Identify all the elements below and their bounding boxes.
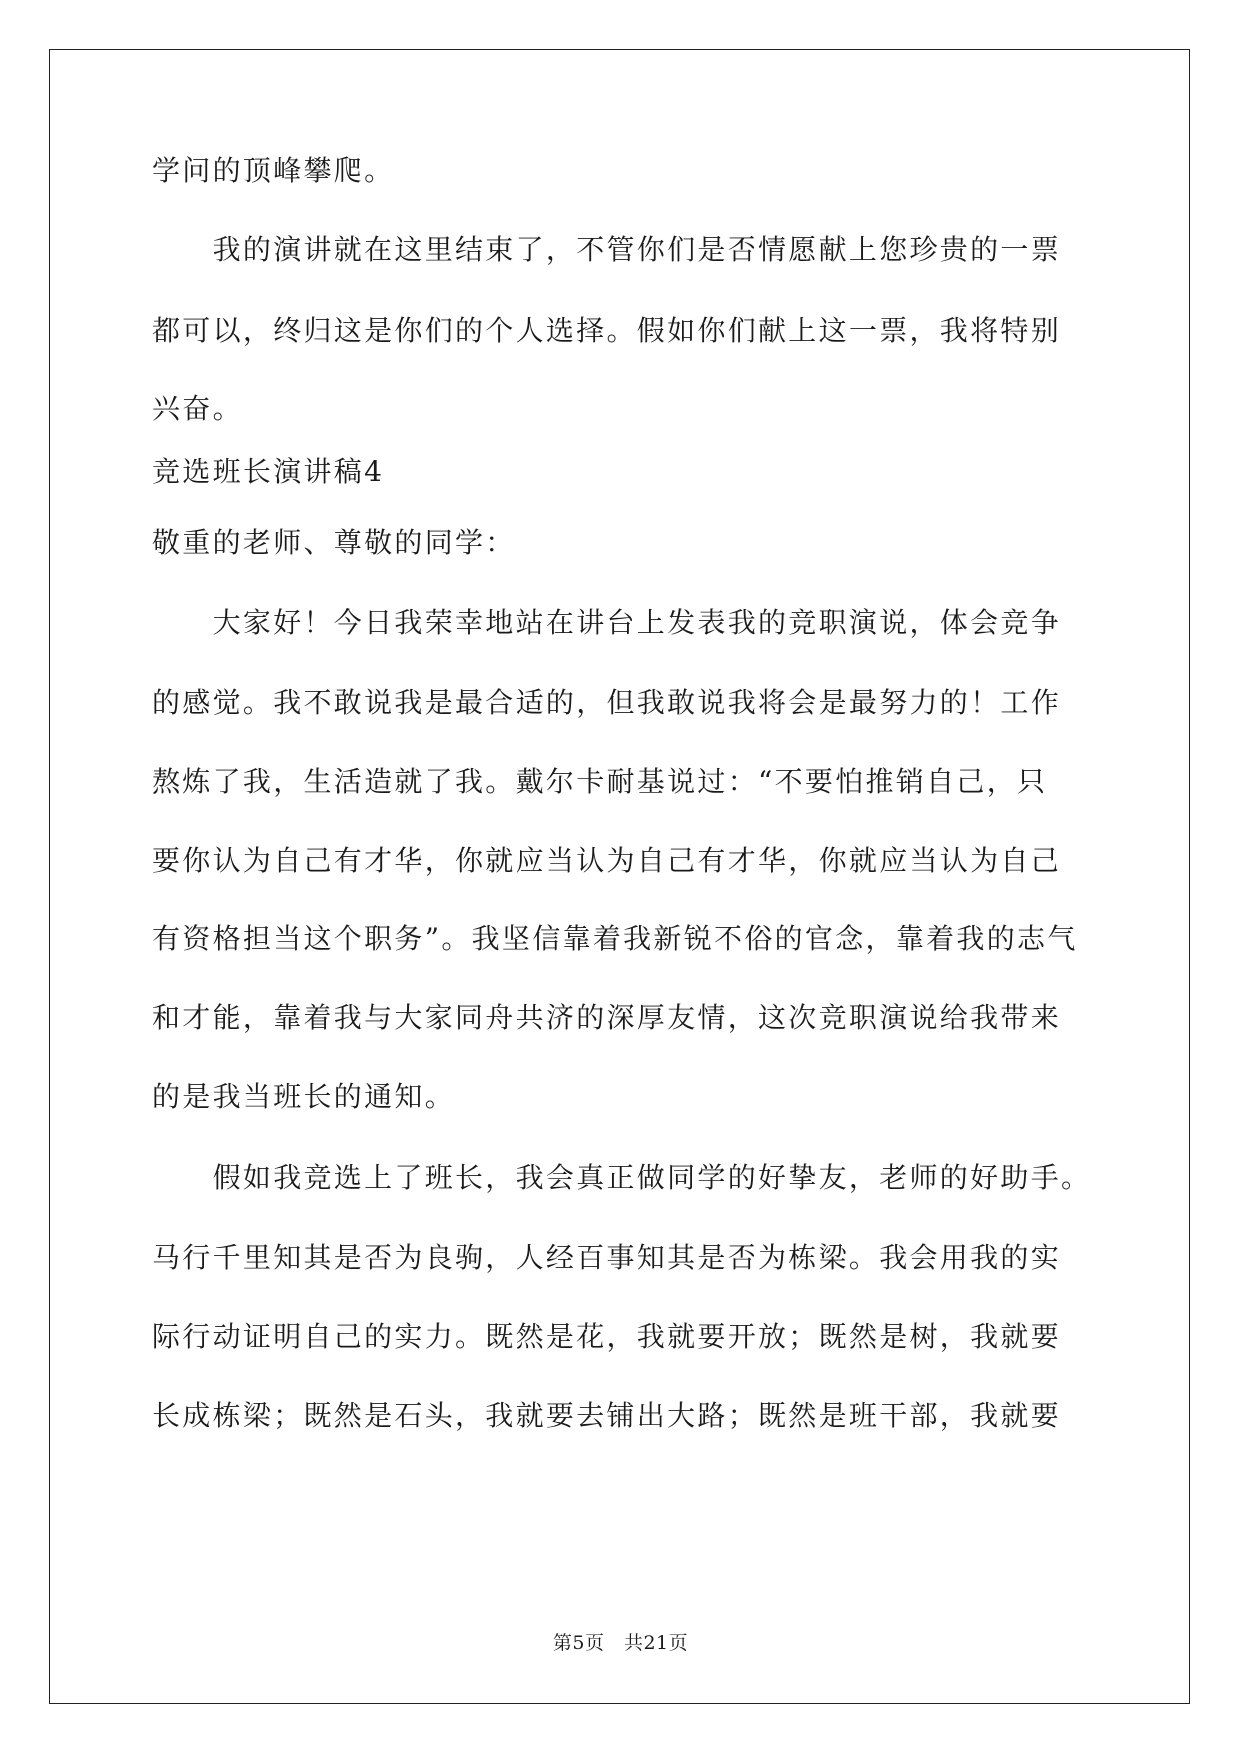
text-line: 的感觉。我不敢说我是最合适的，但我敢说我将会是最努力的！工作 <box>152 686 1062 719</box>
text-line: 都可以，终归这是你们的个人选择。假如你们献上这一票，我将特别 <box>152 314 1062 347</box>
section-heading: 竞选班长演讲稿4 <box>152 455 385 488</box>
salutation: 敬重的老师、尊敬的同学： <box>152 526 516 559</box>
text-line: 有资格担当这个职务”。我坚信靠着我新锐不俗的官念，靠着我的志气 <box>152 922 1078 955</box>
text-line: 长成栋梁；既然是石头，我就要去铺出大路；既然是班干部，我就要 <box>152 1399 1062 1432</box>
text-line: 假如我竞选上了班长，我会真正做同学的好挚友，老师的好助手。 <box>152 1161 1092 1194</box>
text-line: 际行动证明自己的实力。既然是花，我就要开放；既然是树，我就要 <box>152 1320 1062 1353</box>
text-line: 马行千里知其是否为良驹，人经百事知其是否为栋梁。我会用我的实 <box>152 1241 1062 1274</box>
text-line: 要你认为自己有才华，你就应当认为自己有才华，你就应当认为自己 <box>152 844 1062 877</box>
text-line: 大家好！今日我荣幸地站在讲台上发表我的竞职演说，体会竞争 <box>152 606 1062 639</box>
text-line: 熬炼了我，生活造就了我。戴尔卡耐基说过：“不要怕推销自己，只 <box>152 765 1048 798</box>
text-line: 我的演讲就在这里结束了，不管你们是否情愿献上您珍贵的一票 <box>152 233 1062 266</box>
text-line: 和才能，靠着我与大家同舟共济的深厚友情，这次竞职演说给我带来 <box>152 1001 1062 1034</box>
page-number-footer: 第5页 共21页 <box>552 1632 689 1654</box>
text-line: 的是我当班长的通知。 <box>152 1080 456 1113</box>
text-line: 学问的顶峰攀爬。 <box>152 154 395 187</box>
text-line: 兴奋。 <box>152 392 243 425</box>
